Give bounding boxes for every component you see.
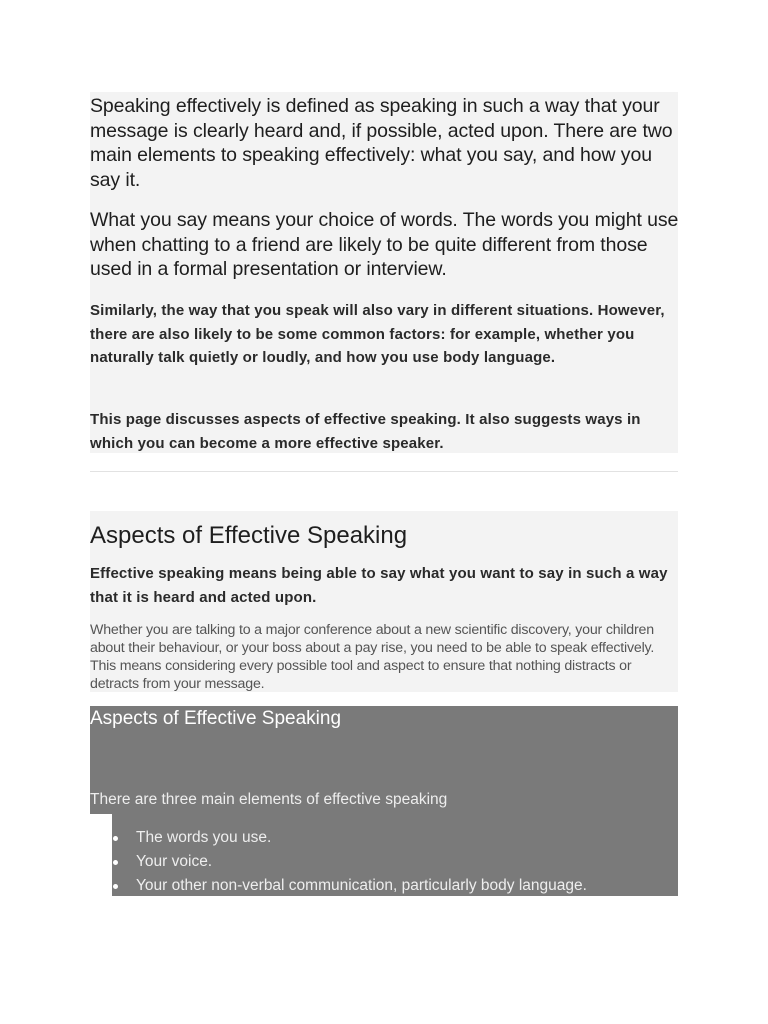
bullet-icon	[113, 836, 118, 841]
intro-section	[90, 92, 678, 453]
panel-list-gutter	[90, 814, 112, 896]
aspects-body-paragraph: Whether you are talking to a major conference about a new scientific discovery, your children about their behaviour, or your boss about a pay rise, you need to be able to speak effectively. This means considering every possible tool and aspect to ensure that nothing distracts or detracts from your message.	[90, 622, 655, 692]
bullet-icon	[113, 884, 118, 889]
panel-intro: There are three main elements of effective speaking	[90, 791, 448, 808]
list-item-text: Your other non-verbal communication, particularly body language.	[136, 877, 587, 894]
intro-paragraph-2: What you say means your choice of words. The words you might use when chatting to a friend are likely to be quite different from those used in a formal presentation or interview.	[90, 209, 679, 280]
panel-heading: Aspects of Effective Speaking	[90, 708, 342, 729]
intro-paragraph-4: This page discusses aspects of effective speaking. It also suggests ways in which you can become a more effective speaker.	[90, 411, 641, 452]
intro-paragraph-1: Speaking effectively is defined as speaking in such a way that your message is clearly heard and, if possible, acted upon. There are two main elements to speaking effectively: what you say, and how you say it.	[90, 95, 673, 191]
aspects-heading: Aspects of Effective Speaking	[90, 522, 408, 549]
panel-list-area	[112, 814, 678, 896]
aspects-lead-paragraph: Effective speaking means being able to say what you want to say in such a way that it is heard and acted upon.	[90, 565, 668, 606]
intro-paragraph-3: Similarly, the way that you speak will also vary in different situations. However, there are also likely to be some common factors: for example, whether you naturally talk quietly or loudly, and how you use body language.	[90, 302, 665, 366]
list-item	[112, 850, 587, 874]
aspects-section	[90, 511, 678, 692]
list-item-text: The words you use.	[136, 829, 272, 846]
section-divider	[90, 471, 678, 472]
list-item	[112, 826, 587, 850]
elements-panel	[90, 706, 678, 896]
list-item-text: Your voice.	[136, 853, 213, 870]
elements-list	[112, 826, 587, 898]
list-item	[112, 874, 587, 898]
bullet-icon	[113, 860, 118, 865]
